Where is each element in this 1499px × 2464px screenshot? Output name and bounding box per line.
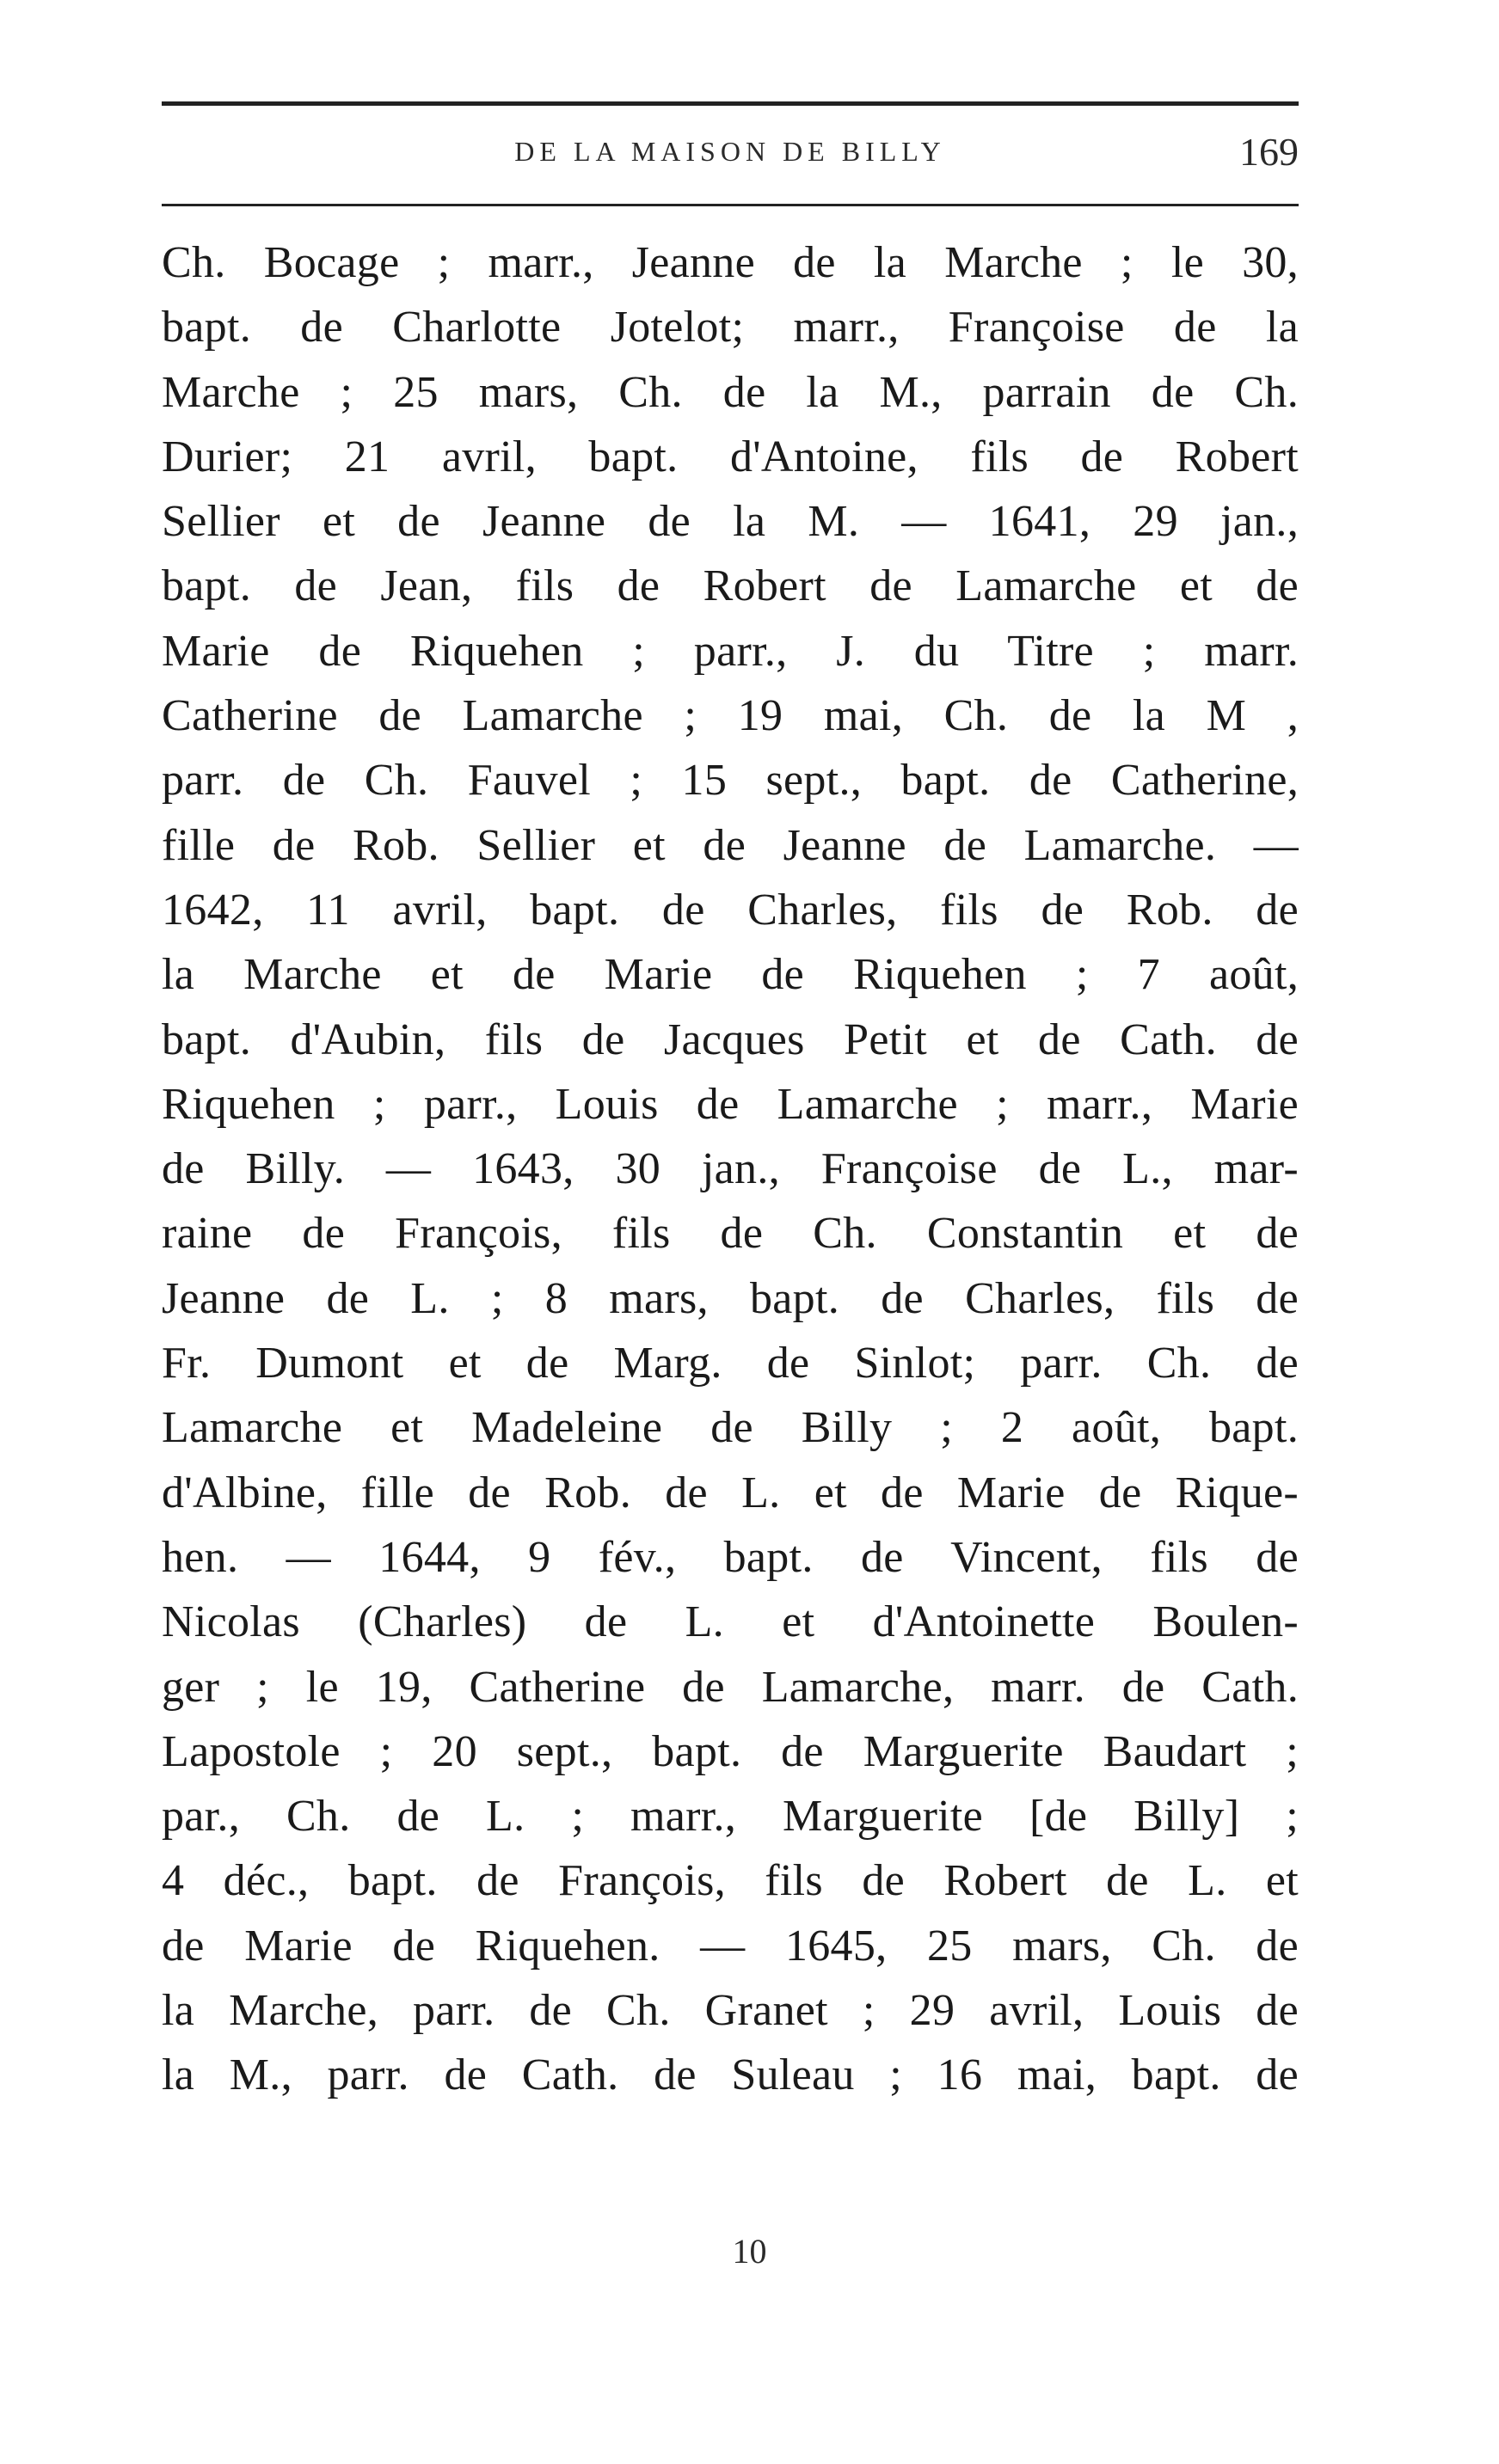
text-line: Lamarche et Madeleine de Billy ; 2 août, bapt. xyxy=(162,1403,1299,1453)
text-line: Marie de Riquehen ; parr., J. du Titre ; marr. xyxy=(162,626,1299,676)
signature-mark: 10 xyxy=(732,2232,767,2271)
text-line: Nicolas (Charles) de L. et d'Antoinette Boulen- xyxy=(162,1597,1299,1647)
text-line: fille de Rob. Sellier et de Jeanne de Lamarche. — xyxy=(162,820,1299,870)
text-line: la Marche et de Marie de Riquehen ; 7 août, xyxy=(162,950,1299,1000)
running-title: DE LA MAISON DE BILLY xyxy=(514,136,946,167)
text-line: Marche ; 25 mars, Ch. de la M., parrain de Ch. xyxy=(162,367,1299,417)
header-top-rule xyxy=(162,101,1299,106)
text-line: bapt. de Charlotte Jotelot; marr., Françoise de la xyxy=(162,303,1299,352)
header-bottom-rule xyxy=(162,204,1299,206)
text-line: Durier; 21 avril, bapt. d'Antoine, fils de Robert xyxy=(162,432,1299,481)
text-line: de Marie de Riquehen. — 1645, 25 mars, Ch. de xyxy=(162,1921,1299,1971)
running-head xyxy=(162,129,1299,181)
text-line: parr. de Ch. Fauvel ; 15 sept., bapt. de Catherine, xyxy=(162,756,1299,806)
body-text xyxy=(162,230,1299,2108)
text-line: Fr. Dumont et de Marg. de Sinlot; parr. Ch. de xyxy=(162,1339,1299,1388)
text-line: Jeanne de L. ; 8 mars, bapt. de Charles, fils de xyxy=(162,1273,1299,1323)
text-line: de Billy. — 1643, 30 jan., Françoise de L., mar- xyxy=(162,1144,1299,1194)
text-line: 1642, 11 avril, bapt. de Charles, fils de Rob. de xyxy=(162,885,1299,935)
text-line: la Marche, parr. de Ch. Granet ; 29 avril, Louis de xyxy=(162,1986,1299,2036)
text-line: 4 déc., bapt. de François, fils de Robert de L. et xyxy=(162,1856,1299,1906)
text-line: Riquehen ; parr., Louis de Lamarche ; marr., Marie xyxy=(162,1079,1299,1129)
text-line: Ch. Bocage ; marr., Jeanne de la Marche ; le 30, xyxy=(162,238,1299,287)
text-line: d'Albine, fille de Rob. de L. et de Marie de Rique- xyxy=(162,1468,1299,1517)
text-line: Lapostole ; 20 sept., bapt. de Marguerite Baudart ; xyxy=(162,1726,1299,1776)
text-line: bapt. de Jean, fils de Robert de Lamarche et de xyxy=(162,561,1299,611)
text-line: Catherine de Lamarche ; 19 mai, Ch. de la M , xyxy=(162,691,1299,741)
text-line: la M., parr. de Cath. de Suleau ; 16 mai, bapt. de xyxy=(162,2050,1299,2100)
page-number: 169 xyxy=(1239,130,1299,174)
text-line: ger ; le 19, Catherine de Lamarche, marr. de Cath. xyxy=(162,1662,1299,1712)
text-line: Sellier et de Jeanne de la M. — 1641, 29 jan., xyxy=(162,497,1299,547)
text-line: par., Ch. de L. ; marr., Marguerite [de Billy] ; xyxy=(162,1792,1299,1842)
text-line: bapt. d'Aubin, fils de Jacques Petit et de Cath. de xyxy=(162,1014,1299,1064)
text-line: raine de François, fils de Ch. Constantin et de xyxy=(162,1209,1299,1259)
text-line: hen. — 1644, 9 fév., bapt. de Vincent, fils de xyxy=(162,1532,1299,1582)
